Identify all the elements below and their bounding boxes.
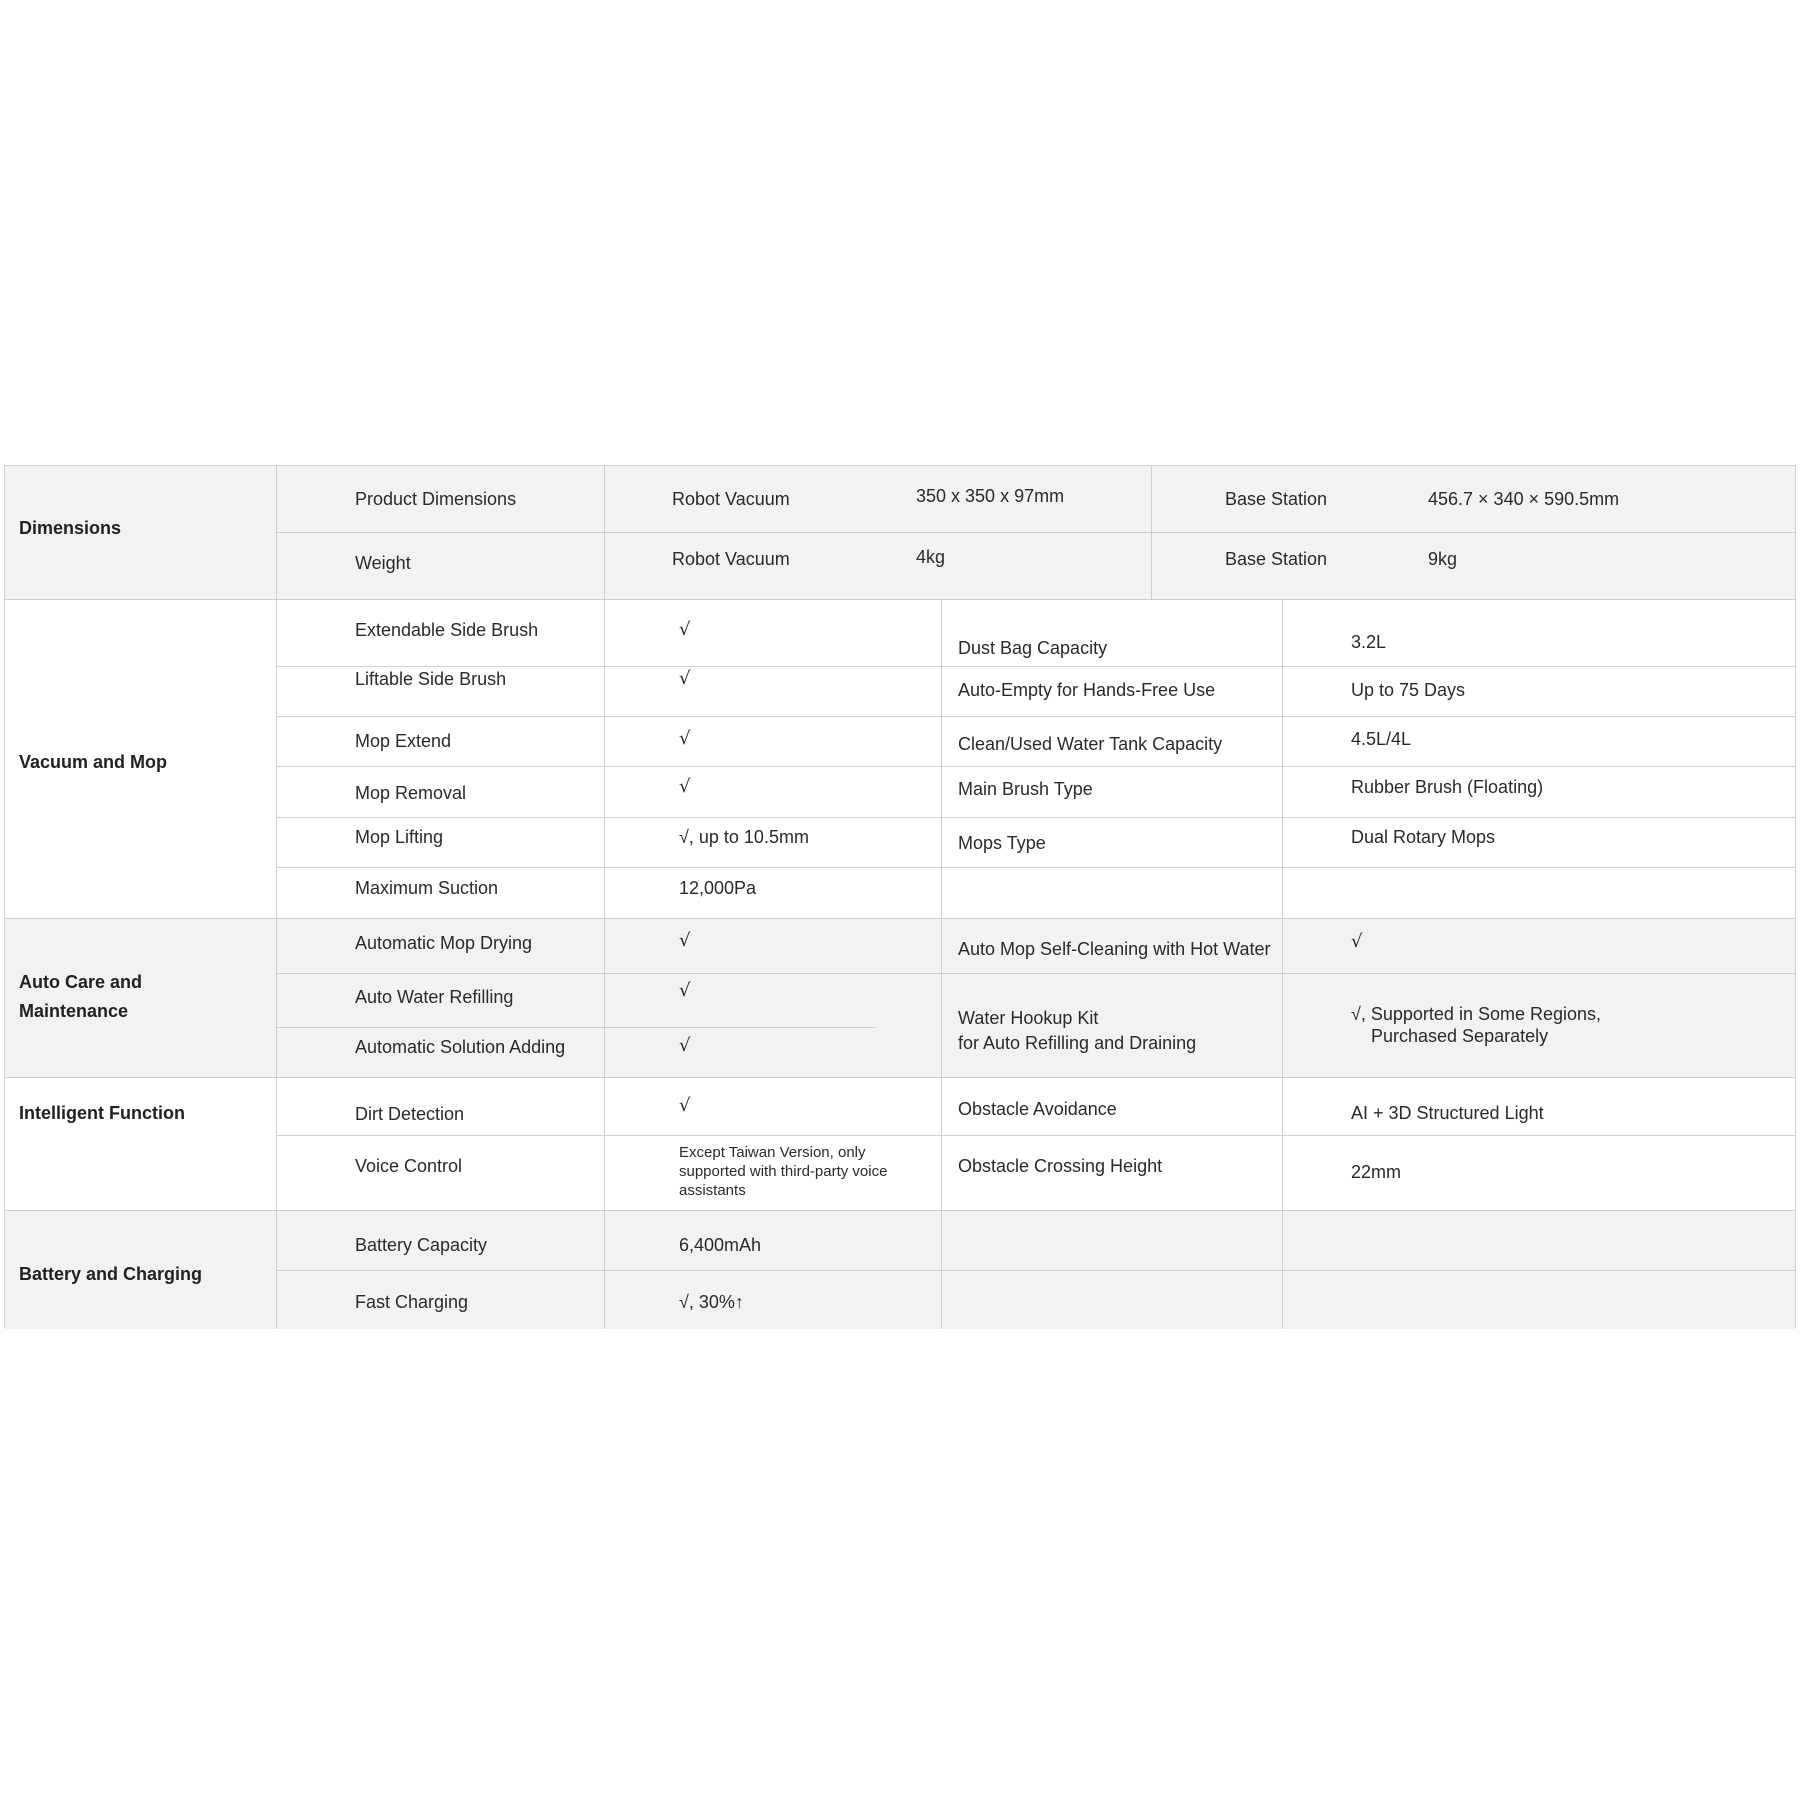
spec-value: AI + 3D Structured Light (1351, 1103, 1544, 1123)
robot-vacuum-label: Robot Vacuum (672, 489, 790, 509)
spec-value: √ (679, 1035, 691, 1056)
spec-value-line2: Purchased Separately (1371, 1026, 1549, 1046)
row-divider (276, 1135, 1795, 1136)
row-divider (276, 532, 1795, 533)
spec-value: Dual Rotary Mops (1351, 827, 1496, 847)
spec-value: √ (1351, 931, 1363, 952)
category-dimensions: Dimensions (19, 518, 122, 538)
spec-label-product-dimensions: Product Dimensions (355, 489, 517, 509)
column-divider (276, 466, 277, 1329)
section-divider (5, 1210, 1795, 1211)
spec-value: 4.5L/4L (1351, 729, 1412, 749)
spec-label-line2: for Auto Refilling and Draining (958, 1033, 1197, 1053)
row-divider (276, 1027, 876, 1028)
row-divider (276, 766, 1795, 767)
base-station-weight-value: 9kg (1428, 549, 1458, 569)
spec-value: √ (679, 619, 691, 640)
robot-vacuum-label: Robot Vacuum (672, 549, 790, 569)
row-divider (276, 817, 1795, 818)
spec-value: Rubber Brush (Floating) (1351, 777, 1544, 797)
spec-value: 3.2L (1351, 632, 1387, 652)
robot-vacuum-dimensions-value: 350 x 350 x 97mm (916, 486, 1065, 506)
spec-label: Auto Mop Self-Cleaning with Hot Water (958, 939, 1271, 959)
spec-label: Maximum Suction (355, 878, 499, 898)
category-intelligent-function: Intelligent Function (19, 1103, 185, 1123)
column-divider (1151, 466, 1152, 599)
spec-label: Mop Lifting (355, 827, 444, 847)
spec-label: Auto Water Refilling (355, 987, 514, 1007)
spec-label: Mop Removal (355, 783, 467, 803)
spec-label-weight: Weight (355, 553, 411, 573)
section-divider (5, 918, 1795, 919)
spec-value: 12,000Pa (679, 878, 757, 898)
row-divider (276, 1270, 1795, 1271)
spec-label: Mop Extend (355, 731, 452, 751)
spec-label-line1: Water Hookup Kit (958, 1008, 1099, 1028)
spec-value: Up to 75 Days (1351, 680, 1466, 700)
spec-value: 22mm (1351, 1162, 1402, 1182)
spec-value: √ (679, 728, 691, 749)
spec-label: Extendable Side Brush (355, 620, 539, 640)
column-divider (604, 466, 605, 1329)
auto-care-band (5, 918, 1795, 1077)
spec-value: √ (679, 980, 691, 1001)
spec-label: Liftable Side Brush (355, 669, 507, 689)
spec-value: 6,400mAh (679, 1235, 762, 1255)
spec-label: Auto-Empty for Hands-Free Use (958, 680, 1216, 700)
spec-table (4, 465, 1796, 1328)
spec-label: Battery Capacity (355, 1235, 488, 1255)
spec-label: Dust Bag Capacity (958, 638, 1108, 658)
category-vacuum-and-mop: Vacuum and Mop (19, 752, 168, 772)
spec-label: Clean/Used Water Tank Capacity (958, 734, 1223, 754)
spec-value-line1: √, Supported in Some Regions, (1351, 1004, 1602, 1024)
robot-vacuum-weight-value: 4kg (916, 547, 946, 567)
spec-label: Main Brush Type (958, 779, 1093, 799)
spec-value: √, 30%↑ (679, 1292, 744, 1312)
spec-value: √ (679, 930, 691, 951)
spec-value: √ (679, 1095, 691, 1116)
spec-label: Automatic Mop Drying (355, 933, 533, 953)
spec-value: √, up to 10.5mm (679, 827, 809, 847)
section-divider (5, 599, 1795, 600)
row-divider (276, 716, 1795, 717)
spec-label: Mops Type (958, 833, 1046, 853)
row-divider (276, 973, 1795, 974)
column-divider (1282, 599, 1283, 1329)
spec-label: Voice Control (355, 1156, 463, 1176)
spec-label: Automatic Solution Adding (355, 1037, 566, 1057)
base-station-label: Base Station (1225, 489, 1328, 509)
spec-value: √ (679, 668, 691, 689)
spec-label: Dirt Detection (355, 1104, 465, 1124)
row-divider (276, 666, 1795, 667)
spec-label: Obstacle Avoidance (958, 1099, 1117, 1119)
category-battery-and-charging: Battery and Charging (19, 1264, 203, 1284)
row-divider (276, 867, 1795, 868)
spec-value: √ (679, 776, 691, 797)
spec-value: Except Taiwan Version, only supported with third-party voice assistants (679, 1144, 888, 1199)
spec-label: Obstacle Crossing Height (958, 1156, 1163, 1176)
category-auto-care-line1: Auto Care and (19, 972, 143, 992)
category-auto-care-line2: Maintenance (19, 1001, 129, 1021)
base-station-dimensions-value: 456.7 × 340 × 590.5mm (1428, 489, 1620, 509)
column-divider (941, 599, 942, 1329)
section-divider (5, 1077, 1795, 1078)
spec-label: Fast Charging (355, 1292, 469, 1312)
base-station-label: Base Station (1225, 549, 1328, 569)
